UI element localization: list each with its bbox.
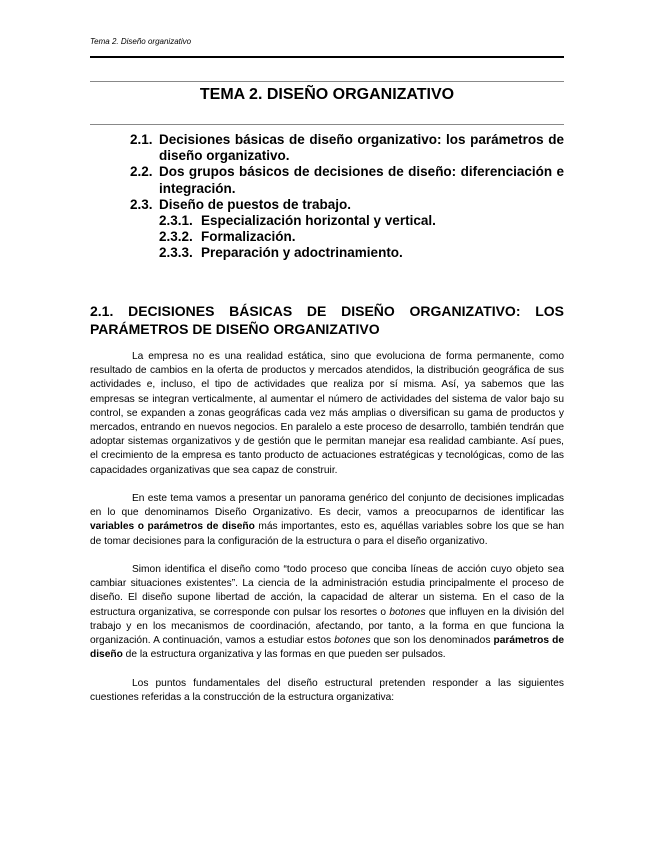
toc-item-number: 2.3. bbox=[130, 196, 153, 212]
bold-term: variables o parámetros de diseño bbox=[90, 521, 255, 533]
toc-item-text: Dos grupos básicos de decisiones de diseño: diferenciación e integración. bbox=[159, 164, 564, 196]
paragraph bbox=[90, 492, 564, 549]
toc-subitem bbox=[130, 213, 564, 229]
italic-term: botones bbox=[334, 635, 371, 647]
table-of-contents bbox=[130, 132, 564, 262]
page-title: TEMA 2. DISEÑO ORGANIZATIVO bbox=[199, 86, 455, 103]
title-rule-top bbox=[90, 81, 564, 82]
toc-subitem-text: Especialización horizontal y vertical. bbox=[201, 213, 436, 229]
text-run: de la estructura organizativa y las formas en que pueden ser pulsados. bbox=[122, 649, 446, 661]
toc-item bbox=[130, 164, 564, 196]
toc-subitem-number: 2.3.1. bbox=[159, 213, 193, 229]
italic-term: botones bbox=[389, 606, 426, 618]
toc-subitem bbox=[130, 245, 564, 261]
text-run: que son los denominados bbox=[370, 635, 494, 647]
toc-subitem bbox=[130, 229, 564, 245]
text-run: En este tema vamos a presentar un panorama genérico del conjunto de decisiones implicadas en lo que denominamos Diseño Organizativo. Es decir, vamos a preocuparnos de identificar las bbox=[90, 493, 564, 519]
running-header: Tema 2. Diseño organizativo bbox=[90, 37, 192, 46]
section-heading: 2.1. DECISIONES BÁSICAS DE DISEÑO ORGANIZATIVO: LOS PARÁMETROS DE DISEÑO ORGANIZATIVO bbox=[90, 303, 564, 337]
toc-item-text: Diseño de puestos de trabajo. bbox=[159, 196, 352, 212]
body-text bbox=[90, 350, 564, 719]
toc-subitem-text: Preparación y adoctrinamiento. bbox=[201, 245, 403, 261]
bold-term: parámetros de diseño bbox=[90, 635, 564, 661]
text-run: Simon identifica el diseño como “todo proceso que conciba líneas de acción cuyo objeto sea cambiar situaciones existentes”. La ciencia de la administración estudia principalmente el proceso de diseño. El diseño supone libertad de acción, la capacidad de alterar un sistema. En el caso de la estructura organizativa, se corresponde con pulsar los resortes o bbox=[90, 564, 564, 618]
text-run: más importantes, esto es, aquéllas variables sobre los que se han de tomar decisiones para la configuración de la estructura o para el diseño organizativo. bbox=[90, 521, 564, 547]
header-rule bbox=[90, 56, 564, 58]
toc-subitem-number: 2.3.3. bbox=[159, 245, 193, 261]
toc-item bbox=[130, 197, 564, 213]
paragraph bbox=[90, 563, 564, 662]
text-run: que influyen en la división del trabajo y en los mecanismos de coordinación, afectando, por tanto, a la forma en que funciona la organización. A continuación, vamos a estudiar estos bbox=[90, 606, 564, 647]
toc-item-number: 2.1. bbox=[130, 132, 153, 147]
toc-subitem-text: Formalización. bbox=[201, 229, 296, 245]
toc-item-number: 2.2. bbox=[130, 164, 153, 180]
toc-item bbox=[130, 132, 564, 164]
toc-item-text: Decisiones básicas de diseño organizativo: los parámetros de diseño organizativo. bbox=[159, 132, 564, 164]
title-rule-bottom bbox=[90, 124, 564, 125]
paragraph: La empresa no es una realidad estática, sino que evoluciona de forma permanente, como resultado de cambios en la oferta de productos y mercados atendidos, la distribución geográfica de sus actividades e, incluso, el tipo de actividades que realiza por sí misma. Así, ya sabemos que las empresas se integran verticalmente, al aumentar el número de actividades del sistema de valor bajo su control, se expanden a zonas geográficas cada vez más amplias o diversifican su gama de productos y mercados, entrando en nuevos negocios. En paralelo a este proceso de desarrollo, también tendrán que adoptar sistemas organizativos y de gestión que le permitan manejar esa realidad cambiante. Así pues, el crecimiento de la empresa es tanto producto de actuaciones estratégicas y tecnológicas, como de las capacidades organizativas que sea capaz de construir. bbox=[90, 351, 564, 476]
toc-subitem-number: 2.3.2. bbox=[159, 229, 193, 245]
paragraph: Los puntos fundamentales del diseño estructural pretenden responder a las siguientes cuestiones referidas a la construcción de la estructura organizativa: bbox=[90, 677, 564, 703]
